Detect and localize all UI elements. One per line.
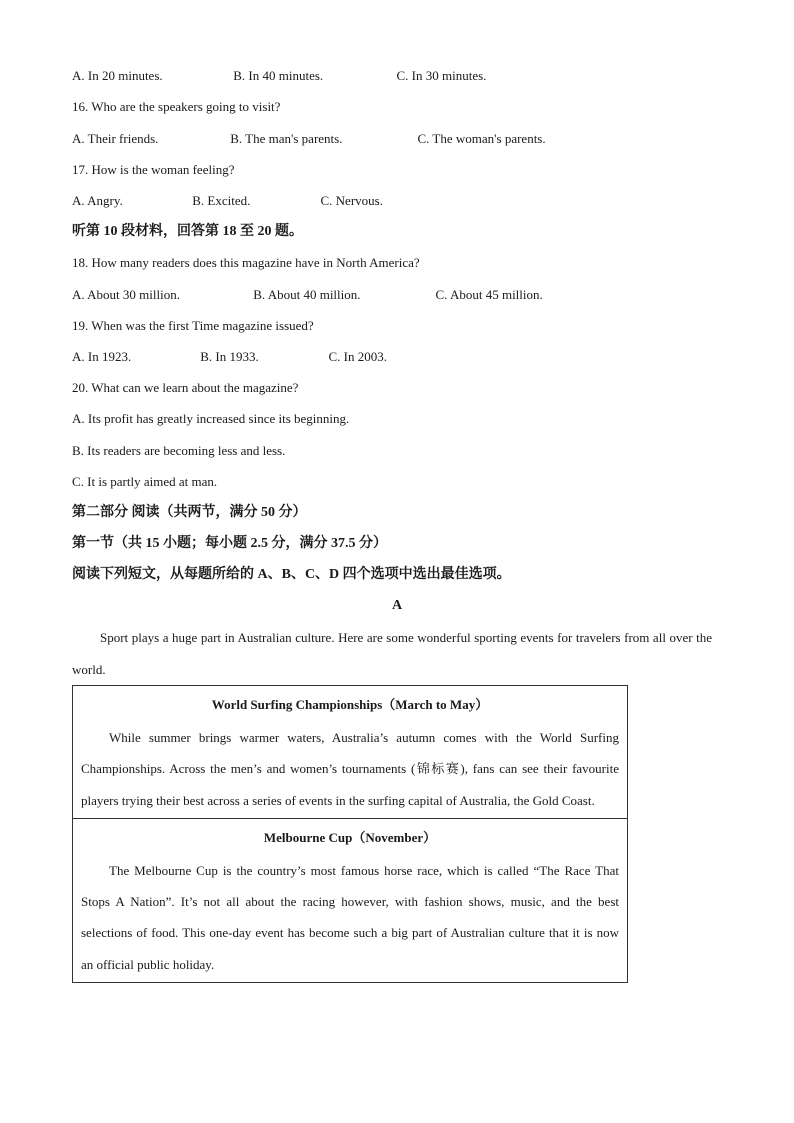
event-body-text: The Melbourne Cup is the country’s most famous horse race, which is called “The Race That Stops A Nation”. It’s not all about the racing however, with fashion shows, music, and the best selections of food. This one-day event has become such a big part of Australian culture that it is now an official public holiday. [81, 862, 619, 972]
q17-option-b: B. Excited. [192, 193, 251, 208]
q17-question: 17. How is the woman feeling? [72, 162, 235, 177]
q20-option-c: C. It is partly aimed at man. [72, 474, 218, 489]
instruction: 阅读下列短文，从每题所给的 A、B、C、D 四个选项中选出最佳选项。 [72, 567, 511, 582]
q16-option-b: B. The man's parents. [230, 131, 343, 146]
q20-question: 20. What can we learn about the magazine? [72, 380, 299, 395]
q20-option-a: A. Its profit has greatly increased since its beginning. [72, 411, 350, 426]
q16-options [72, 130, 546, 148]
q16-option-c: C. The woman's parents. [417, 131, 546, 146]
event-body [81, 855, 619, 980]
q17-option-a: A. Angry. [72, 193, 123, 208]
q19-options [72, 348, 387, 366]
events-table [72, 685, 628, 983]
q19-option-c: C. In 2003. [328, 349, 387, 364]
q15-option-b: B. In 40 minutes. [233, 68, 324, 83]
q15-options [72, 67, 486, 85]
intro-text: Sport plays a huge part in Australian culture. Here are some wonderful sporting events for travelers from all over the world. [72, 630, 712, 677]
q17-option-c: C. Nervous. [320, 193, 383, 208]
q18-options [72, 286, 543, 304]
q18-option-b: B. About 40 million. [253, 287, 361, 302]
part2-heading: 第二部分 阅读（共两节，满分 50 分） [72, 505, 307, 520]
event-cell-melbourne-cup [73, 819, 627, 982]
event-cell-surfing [73, 686, 627, 819]
passage-label: A [391, 598, 403, 613]
q20-option-b: B. Its readers are becoming less and less. [72, 443, 286, 458]
q15-option-c: C. In 30 minutes. [396, 68, 487, 83]
section10-heading: 听第 10 段材料，回答第 18 至 20 题。 [72, 224, 303, 239]
section1-heading: 第一节（共 15 小题；每小题 2.5 分，满分 37.5 分） [72, 536, 387, 551]
q19-option-b: B. In 1933. [200, 349, 259, 364]
q18-question: 18. How many readers does this magazine have in North America? [72, 255, 420, 270]
event-title: Melbourne Cup（November） [263, 829, 437, 845]
q19-option-a: A. In 1923. [72, 349, 132, 364]
q18-option-a: A. About 30 million. [72, 287, 180, 302]
q15-option-a: A. In 20 minutes. [72, 68, 163, 83]
q17-options [72, 192, 383, 210]
q16-question: 16. Who are the speakers going to visit? [72, 99, 281, 114]
event-body-text: While summer brings warmer waters, Australia’s autumn comes with the World Surfing Championships. Across the men’s and women’s tournaments (锦标赛), fans can see their favourite players trying their best across a series of events in the surfing capital of Australia, the Gold Coast. [81, 730, 619, 808]
event-body [81, 722, 619, 816]
event-title: World Surfing Championships（March to May） [211, 697, 489, 712]
intro-paragraph [72, 622, 712, 685]
q16-option-a: A. Their friends. [72, 131, 159, 146]
q18-option-c: C. About 45 million. [435, 287, 543, 302]
q19-question: 19. When was the first Time magazine issued? [72, 318, 314, 333]
